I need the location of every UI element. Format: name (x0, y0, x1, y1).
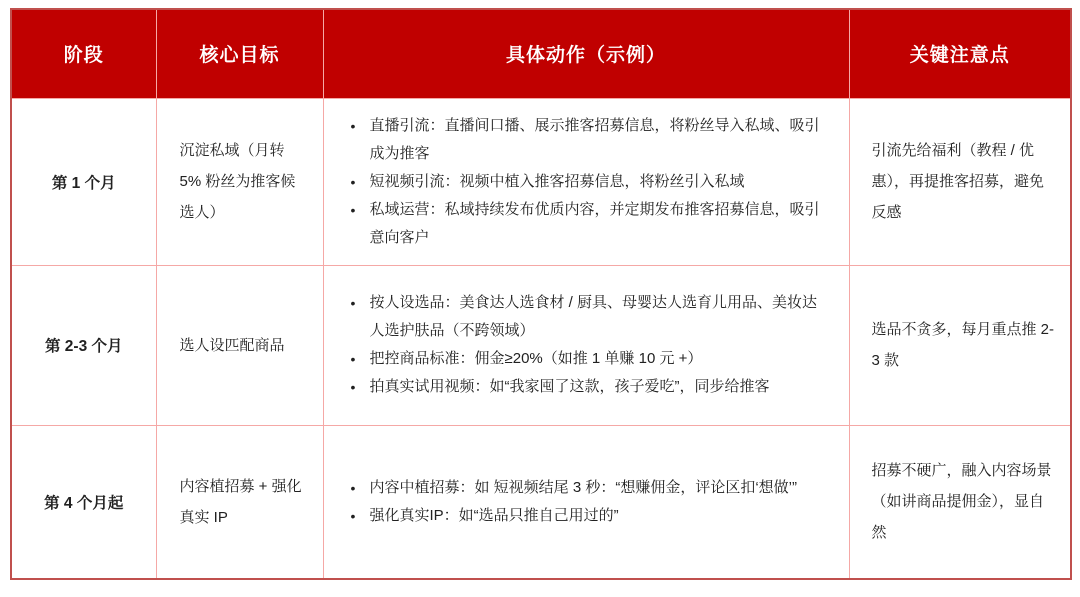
note-cell: 选品不贪多，每月重点推 2-3 款 (849, 265, 1071, 425)
table-row-month-4-plus (11, 425, 1071, 579)
action-text: 强化真实IP：如“选品只推自己用过的” (369, 506, 619, 524)
header-core-goal: 核心目标 (156, 9, 323, 98)
action-text: 按人设选品：美食达人选食材 / 厨具、母婴达人选育儿用品、美妆达人选护肤品（不跨领域） (369, 294, 818, 339)
action-item (351, 289, 831, 345)
actions-cell (323, 98, 849, 265)
stage-cell: 第 2-3 个月 (11, 265, 156, 425)
stage-cell: 第 1 个月 (11, 98, 156, 265)
bullet-icon: • (350, 117, 356, 134)
stage-cell: 第 4 个月起 (11, 425, 156, 579)
note-cell: 招募不硬广，融入内容场景（如讲商品提佣金），显自然 (849, 425, 1071, 579)
header-actions: 具体动作（示例） (323, 9, 849, 98)
plan-table (10, 8, 1072, 580)
bullet-icon: • (350, 173, 356, 190)
goal-cell: 沉淀私域（月转 5% 粉丝为推客候选人） (156, 98, 323, 265)
header-row (11, 9, 1071, 98)
action-item (351, 345, 831, 373)
note-cell: 引流先给福利（教程 / 优惠），再提推客招募，避免反感 (849, 98, 1071, 265)
table-row-month-1 (11, 98, 1071, 265)
action-item (351, 474, 831, 502)
actions-cell (323, 425, 849, 579)
bullet-icon: • (350, 479, 356, 496)
header-key-notes: 关键注意点 (849, 9, 1071, 98)
bullet-icon: • (350, 201, 356, 218)
action-item (351, 168, 831, 196)
bullet-icon: • (350, 295, 356, 311)
action-list (324, 112, 831, 252)
bullet-icon: • (350, 507, 356, 524)
action-text: 把控商品标准：佣金≥20%（如推 1 单赚 10 元 +） (369, 350, 703, 367)
action-text: 拍真实试用视频：如“我家囤了这款，孩子爱吃”，同步给推客 (369, 378, 770, 395)
action-item (351, 196, 831, 252)
action-item (351, 112, 831, 168)
actions-cell (323, 265, 849, 425)
table-row-month-2-3 (11, 265, 1071, 425)
action-item (351, 502, 831, 530)
bullet-icon: • (350, 351, 356, 367)
action-list (324, 474, 831, 530)
action-text: 短视频引流：视频中植入推客招募信息，将粉丝引入私域 (369, 172, 745, 190)
action-item (351, 373, 831, 401)
action-text: 直播引流：直播间口播、展示推客招募信息，将粉丝导入私域、吸引成为推客 (369, 116, 820, 162)
action-text: 内容中植招募：如 短视频结尾 3 秒：“想赚佣金，评论区扣‘想做’” (369, 478, 798, 496)
bullet-icon: • (350, 379, 356, 395)
goal-cell: 内容植招募 + 强化真实 IP (156, 425, 323, 579)
action-list (324, 289, 831, 401)
action-text: 私域运营：私域持续发布优质内容，并定期发布推客招募信息，吸引意向客户 (369, 200, 820, 246)
goal-cell: 选人设匹配商品 (156, 265, 323, 425)
header-stage: 阶段 (11, 9, 156, 98)
